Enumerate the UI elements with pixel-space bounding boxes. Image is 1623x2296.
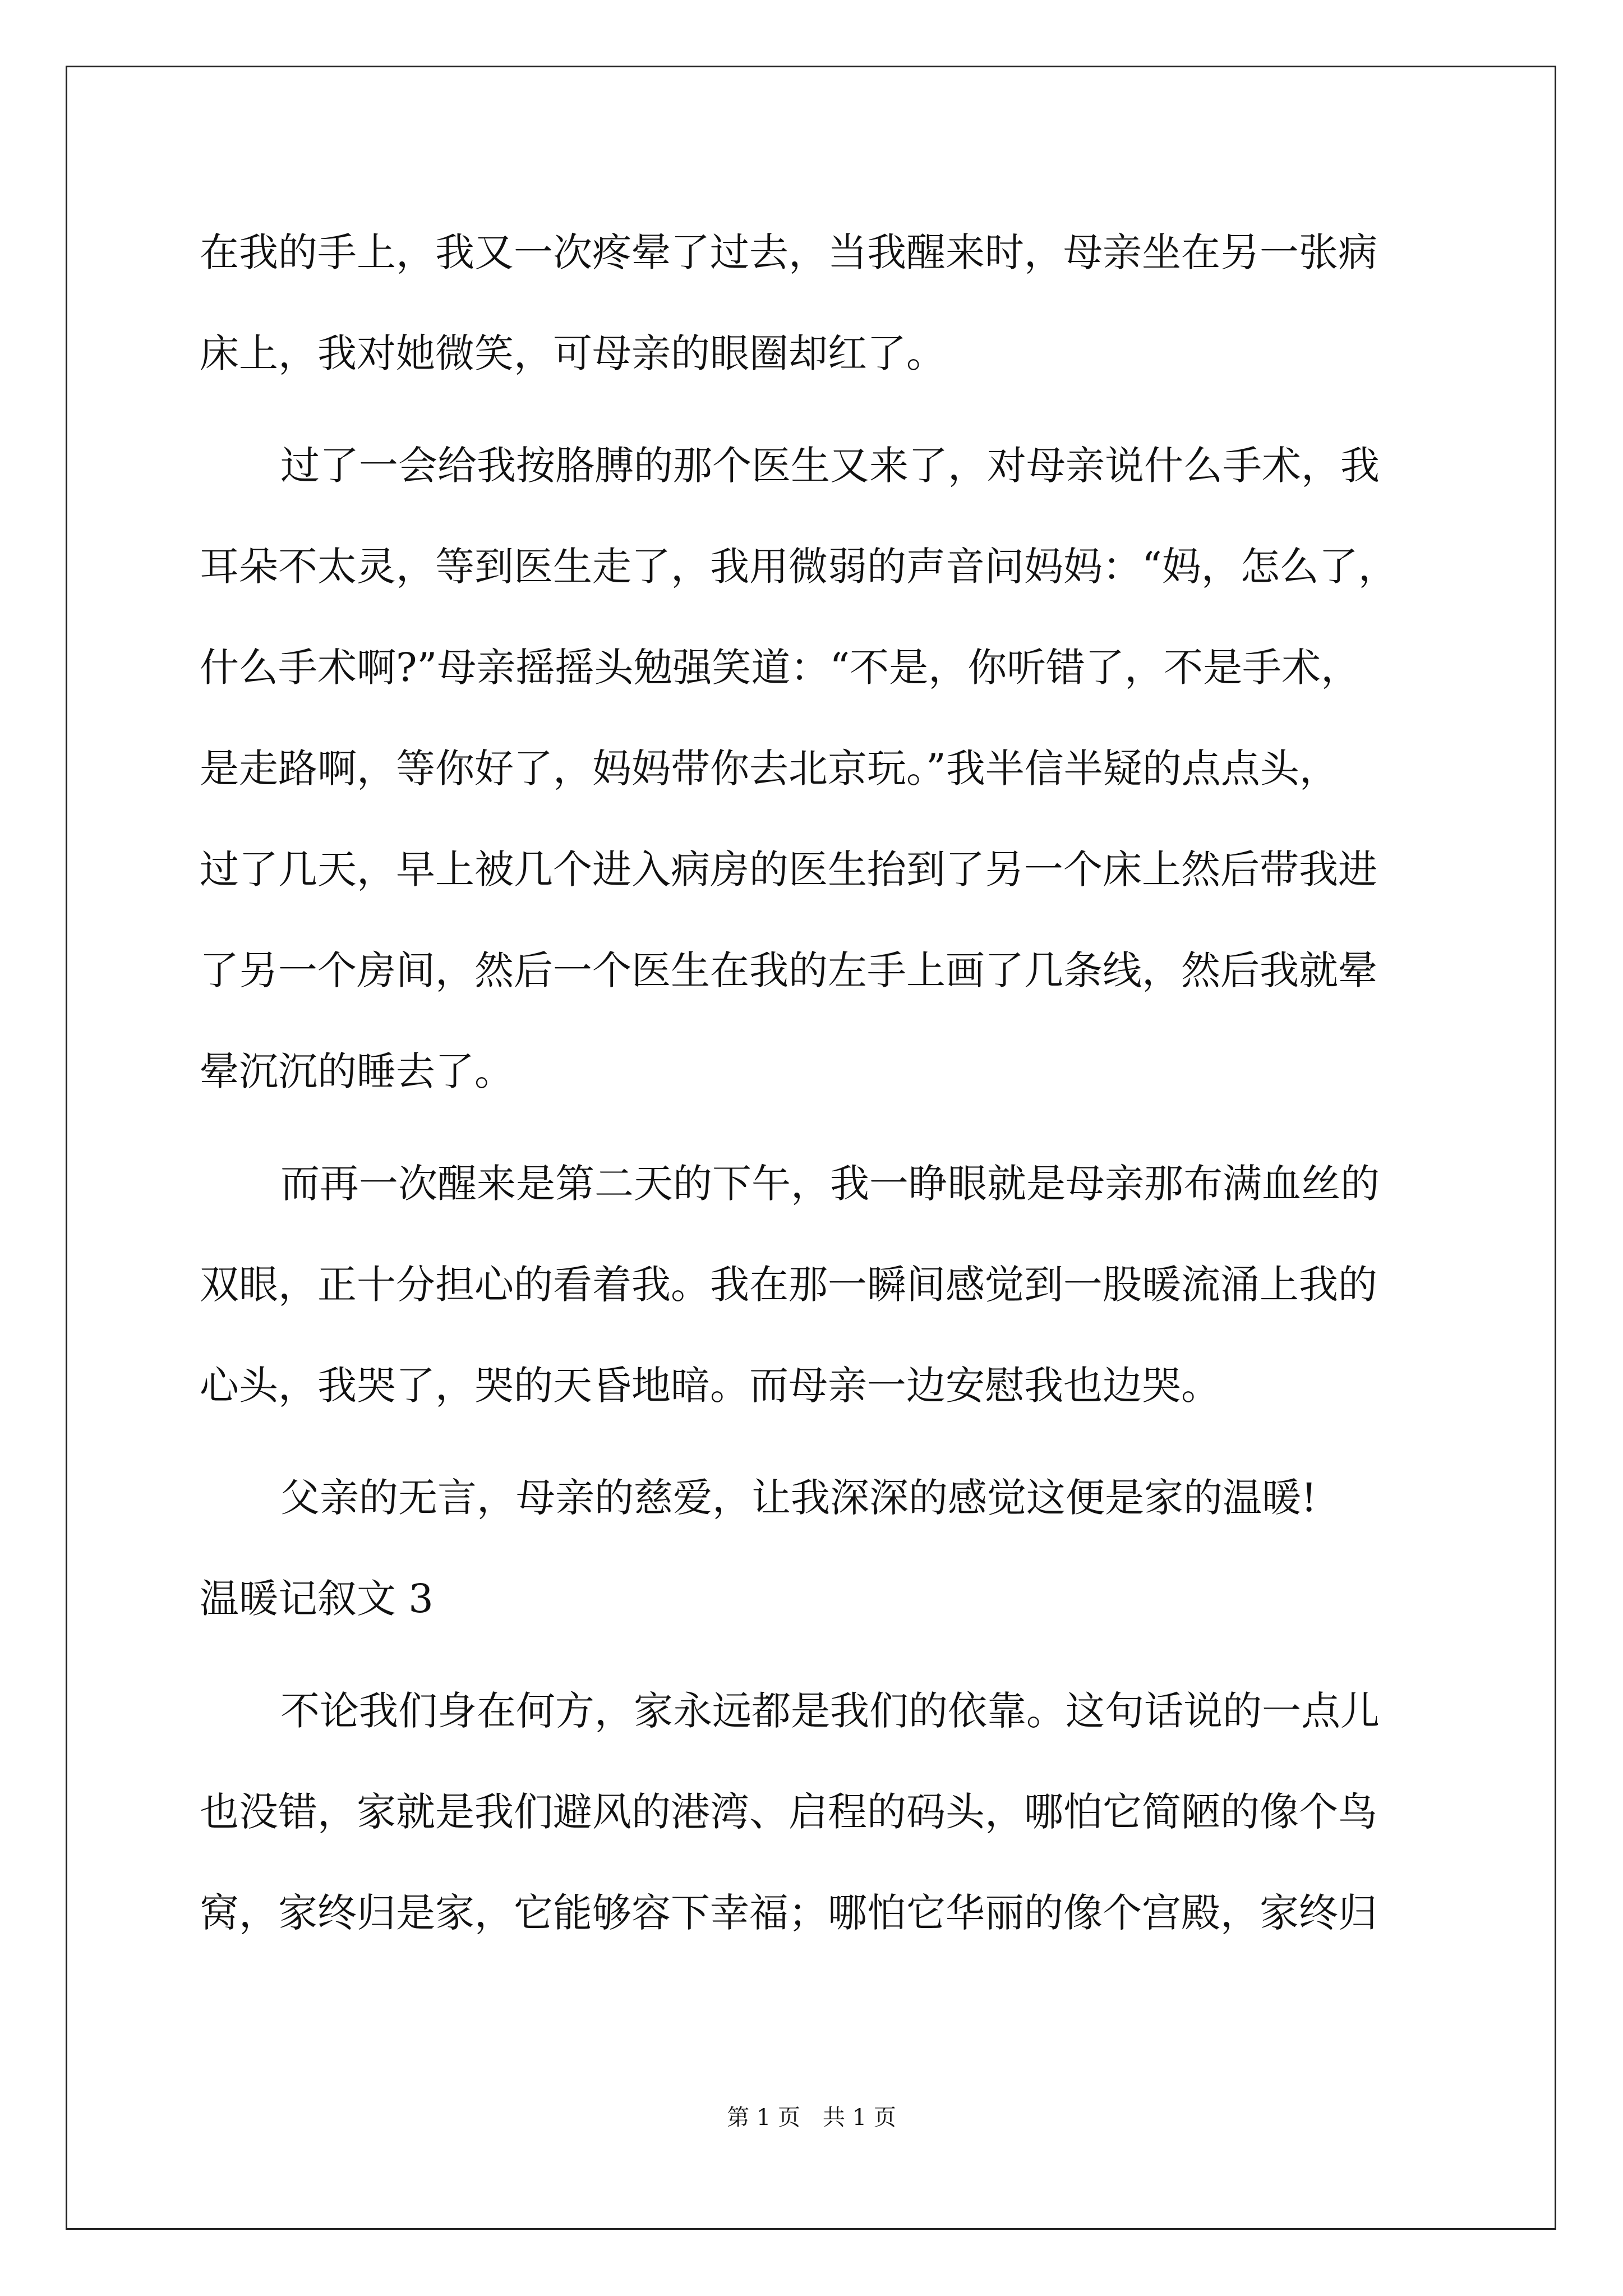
text-line: 晕沉沉的睡去了。	[200, 1048, 514, 1094]
page-footer: 第 1 页 共 1 页	[727, 2105, 896, 2131]
text-line: 双眼，正十分担心的看着我。我在那一瞬间感觉到一股暖流涌上我的	[200, 1262, 1377, 1308]
paragraph-start-line: 父亲的无言，母亲的慈爱，让我深深的感觉这便是家的温暖!	[280, 1475, 1317, 1521]
paragraph-start-line: 不论我们身在何方，家永远都是我们的依靠。这句话说的一点儿	[280, 1688, 1380, 1734]
paragraph-start-line: 过了一会给我按胳膊的那个医生又来了，对母亲说什么手术，我	[280, 443, 1380, 489]
text-line: 也没错，家就是我们避风的港湾、启程的码头，哪怕它简陋的像个鸟	[200, 1789, 1377, 1835]
text-line: 是走路啊，等你好了，妈妈带你去北京玩。”我半信半疑的点点头，	[200, 746, 1339, 792]
text-line: 什么手术啊?”母亲摇摇头勉强笑道：“不是，你听错了，不是手术，	[200, 645, 1361, 691]
section-heading: 温暖记叙文 3	[200, 1576, 434, 1622]
text-line: 心头，我哭了，哭的天昏地暗。而母亲一边安慰我也边哭。	[200, 1363, 1220, 1409]
text-line: 耳朵不太灵，等到医生走了，我用微弱的声音问妈妈：“妈，怎么了，	[200, 544, 1398, 590]
text-line: 在我的手上，我又一次疼晕了过去，当我醒来时，母亲坐在另一张病	[200, 229, 1377, 275]
text-line: 了另一个房间，然后一个医生在我的左手上画了几条线，然后我就晕	[200, 947, 1377, 993]
text-line: 窝，家终归是家，它能够容下幸福；哪怕它华丽的像个宫殿，家终归	[200, 1890, 1377, 1936]
paragraph-start-line: 而再一次醒来是第二天的下午，我一睁眼就是母亲那布满血丝的	[280, 1161, 1380, 1207]
text-line: 过了几天，早上被几个进入病房的医生抬到了另一个床上然后带我进	[200, 846, 1377, 892]
text-line: 床上，我对她微笑，可母亲的眼圈却红了。	[200, 330, 946, 376]
